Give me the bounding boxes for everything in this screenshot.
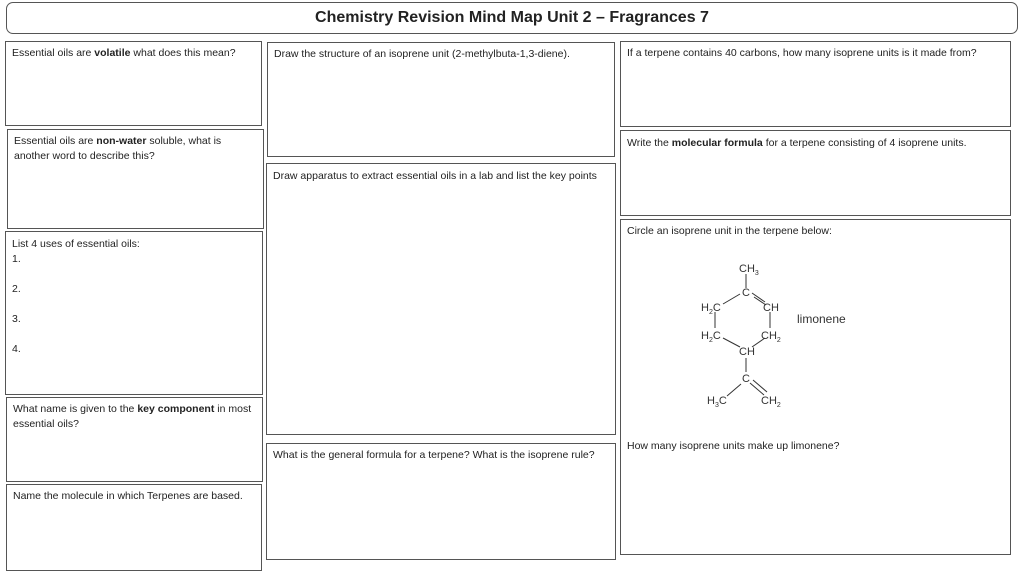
label-c-lower: C [742,373,750,385]
limonene-instruction: Circle an isoprene unit in the terpene below: [627,225,832,237]
uses-item-3: 3. [12,313,21,325]
label-ch3: $CH_3$ [739,263,759,277]
isoprene-structure-text: Draw the structure of an isoprene unit (2-methylbuta-1,3-diene). [274,48,570,60]
bond-c-ch2-2 [753,380,767,392]
volatile-bold: volatile [94,47,131,59]
uses-item-2: 2. [12,283,21,295]
apparatus-text: Draw apparatus to extract essential oils in a lab and list the key points [273,170,597,182]
page-title: Chemistry Revision Mind Map Unit 2 – Fragrances 7 [6,2,1018,34]
label-c-top: C [742,287,750,299]
isoprene-structure-box [267,42,615,157]
volatile-question-box [5,41,262,126]
limonene-question: How many isoprene units make up limonene? [627,440,840,452]
key-component-bold: key component [137,403,215,415]
non-water-post: soluble, what is another word to describe this? [14,135,222,162]
key-component-pre: What name is given to the [13,403,138,415]
limonene-box [620,219,1011,555]
bond-c-h3c [727,384,741,396]
molecular-formula-box [620,130,1011,216]
bond-c-left [723,294,740,304]
non-water-pre: Essential oils are [14,135,97,147]
label-ch2-right: $CH_2$ [761,330,781,344]
limonene-name: limonene [797,312,846,326]
forty-carbons-text: If a terpene contains 40 carbons, how many isoprene units is it made from? [627,47,977,59]
general-formula-box [266,443,616,560]
label-h3c: $H_3C$ [707,395,727,409]
uses-heading: List 4 uses of essential oils: [12,238,140,250]
forty-carbons-box [620,41,1011,127]
limonene-structure [691,252,931,432]
apparatus-box [266,163,616,435]
label-ch2-lower: $CH_2$ [761,395,781,409]
bond-lowerleft [723,338,740,347]
non-water-bold: non-water [96,135,147,147]
key-component-question-box [6,397,263,482]
volatile-post: what does this mean? [130,47,236,59]
uses-item-1: 1. [12,253,21,265]
volatile-pre: Essential oils are [12,47,95,59]
bond-c-ch2-1 [750,383,764,395]
general-formula-text: What is the general formula for a terpene? What is the isoprene rule? [273,449,595,461]
label-h2c-lower: $H_2C$ [701,330,721,344]
molecular-formula-post: for a terpene consisting of 4 isoprene units. [762,137,967,149]
molecule-text: Name the molecule in which Terpenes are based. [13,490,243,502]
uses-item-4: 4. [12,343,21,355]
uses-question-box [5,231,263,395]
label-ch-bottom: CH [739,346,755,358]
non-water-question-box [7,129,264,229]
molecular-formula-pre: Write the [627,137,672,149]
key-component-post: in most essential oils? [13,403,252,430]
label-ch-right: CH [763,302,779,314]
label-h2c-upper: $H_2C$ [701,302,721,316]
molecule-question-box [6,484,262,571]
molecular-formula-bold: molecular formula [671,137,763,149]
